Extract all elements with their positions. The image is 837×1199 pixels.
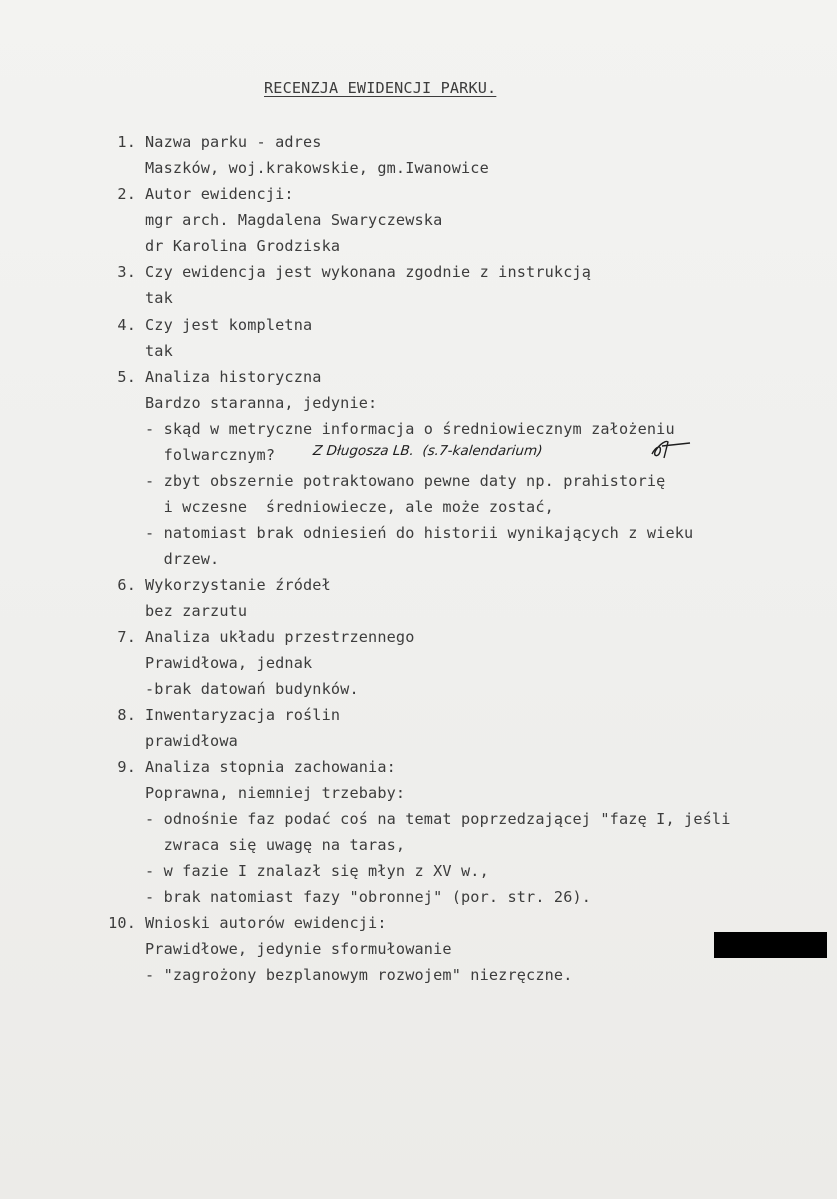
item-heading: Nazwa parku - adres (145, 133, 322, 151)
item-line: Prawidłowa, jednak (145, 654, 313, 672)
document-title: RECENZJA EWIDENCJI PARKU. (264, 79, 497, 97)
redaction-bar (714, 932, 827, 958)
item-line: drzew. (145, 550, 220, 568)
item-heading: Wykorzystanie źródeł (145, 576, 331, 594)
item-line: zwraca się uwagę na taras, (145, 836, 406, 854)
item-line: - odnośnie faz podać coś na temat poprzedzającej "fazę I, jeśli (145, 810, 731, 828)
item-line: mgr arch. Magdalena Swaryczewska (145, 211, 443, 229)
item-heading: Autor ewidencji: (145, 185, 294, 203)
item-number: 1. (117, 133, 136, 151)
item-line: - natomiast brak odniesień do historii wynikających z wieku (145, 524, 694, 542)
handwritten-initials-icon (648, 438, 692, 460)
item-number: 6. (117, 576, 136, 594)
item-number: 9. (117, 758, 136, 776)
item-line: folwarcznym? (145, 446, 276, 464)
item-number: 7. (117, 628, 136, 646)
item-line: - "zagrożony bezplanowym rozwojem" niezręczne. (145, 966, 573, 984)
item-heading: Wnioski autorów ewidencji: (145, 914, 387, 932)
item-line: tak (145, 342, 173, 360)
item-line: tak (145, 289, 173, 307)
item-line: -brak datowań budynków. (145, 680, 359, 698)
item-line: - skąd w metryczne informacja o średniowiecznym założeniu (145, 420, 675, 438)
item-line: Prawidłowe, jedynie sformułowanie (145, 940, 452, 958)
item-number: 10. (108, 914, 136, 932)
item-number: 2. (117, 185, 136, 203)
item-line: prawidłowa (145, 732, 238, 750)
item-line: Maszków, woj.krakowskie, gm.Iwanowice (145, 159, 489, 177)
item-heading: Analiza stopnia zachowania: (145, 758, 396, 776)
handwritten-annotation: Z Długosza LB. (s.7-kalendarium) (312, 443, 544, 459)
item-line: Bardzo staranna, jedynie: (145, 394, 378, 412)
item-number: 5. (117, 368, 136, 386)
item-heading: Inwentaryzacja roślin (145, 706, 341, 724)
item-line: i wczesne średniowiecze, ale może zostać, (145, 498, 554, 516)
item-line: - brak natomiast fazy "obronnej" (por. str. 26). (145, 888, 592, 906)
item-number: 4. (117, 316, 136, 334)
item-heading: Analiza historyczna (145, 368, 322, 386)
item-line: bez zarzutu (145, 602, 248, 620)
item-line: - w fazie I znalazł się młyn z XV w., (145, 862, 489, 880)
item-heading: Analiza układu przestrzennego (145, 628, 415, 646)
item-number: 3. (117, 263, 136, 281)
item-line: dr Karolina Grodziska (145, 237, 341, 255)
item-number: 8. (117, 706, 136, 724)
item-heading: Czy jest kompletna (145, 316, 313, 334)
item-line: - zbyt obszernie potraktowano pewne daty np. prahistorię (145, 472, 666, 490)
item-heading: Czy ewidencja jest wykonana zgodnie z instrukcją (145, 263, 592, 281)
item-line: Poprawna, niemniej trzebaby: (145, 784, 406, 802)
